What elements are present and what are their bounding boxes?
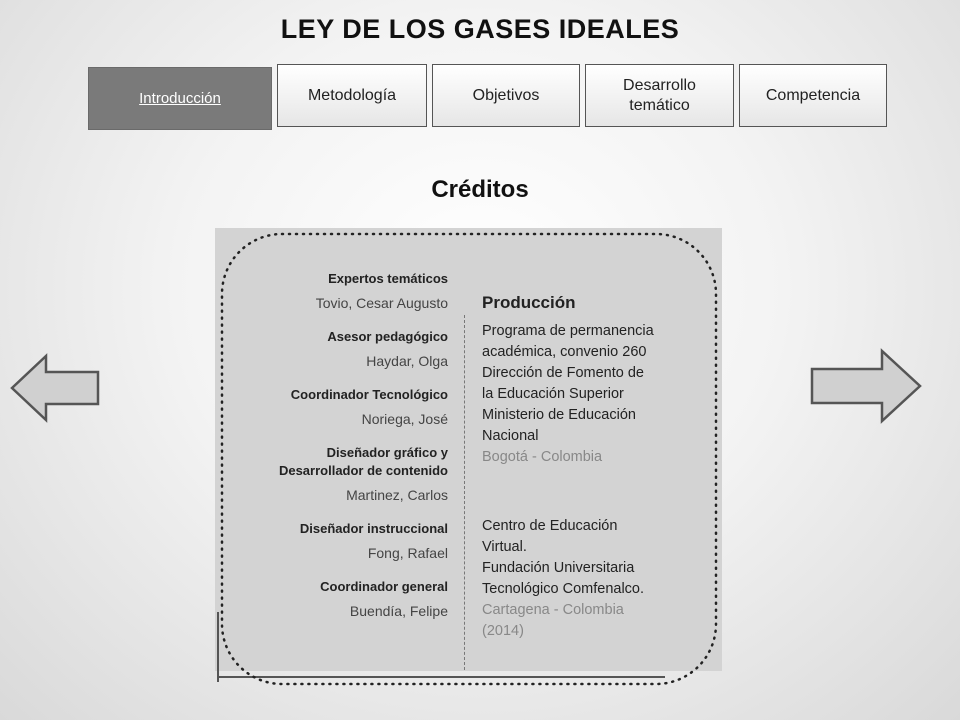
left-arrow-icon[interactable] — [8, 352, 104, 424]
member-name: Noriega, José — [361, 411, 448, 427]
credits-heading: Créditos — [431, 176, 529, 203]
right-arrow-icon[interactable] — [808, 347, 924, 425]
production-line: académica, convenio 260 — [482, 344, 647, 360]
production-line: Dirección de Fomento de — [482, 365, 644, 381]
production-line: Ministerio de Educación — [482, 407, 636, 423]
member-role: Coordinador general — [320, 579, 448, 594]
tab-desarrollo-tematico[interactable]: Desarrollo temático — [585, 64, 734, 127]
production-line: Programa de permanencia — [482, 323, 654, 339]
team-member — [240, 270, 448, 312]
member-name: Fong, Rafael — [367, 545, 448, 561]
team-list — [240, 270, 448, 636]
team-member — [240, 386, 448, 428]
production-title: Producción — [482, 293, 576, 312]
member-role: Asesor pedagógico — [327, 329, 448, 344]
production-location: Cartagena - Colombia — [482, 602, 624, 618]
spacer — [482, 468, 687, 516]
member-role: Diseñador gráfico y Desarrollador de contenido — [278, 445, 448, 478]
column-divider — [464, 315, 465, 670]
member-name: Tovio, Cesar Augusto — [315, 295, 448, 311]
production-info — [482, 292, 687, 642]
production-location: Bogotá - Colombia — [482, 449, 603, 465]
tab-metodologia[interactable]: Metodología — [277, 64, 427, 127]
member-role: Diseñador instruccional — [299, 521, 448, 536]
team-member — [240, 578, 448, 620]
production-line: Fundación Universitaria — [482, 560, 635, 576]
member-role: Coordinador Tecnológico — [290, 387, 448, 402]
member-name: Haydar, Olga — [366, 353, 448, 369]
team-member — [240, 328, 448, 370]
production-line: Tecnológico Comfenalco. — [482, 581, 645, 597]
team-member — [240, 520, 448, 562]
member-name: Buendía, Felipe — [349, 603, 448, 619]
member-role: Expertos temáticos — [328, 271, 448, 286]
production-year: (2014) — [482, 623, 524, 639]
member-name: Martinez, Carlos — [346, 487, 448, 503]
production-line: Centro de Educación — [482, 518, 618, 534]
tab-objetivos[interactable]: Objetivos — [432, 64, 580, 127]
production-line: la Educación Superior — [482, 386, 624, 402]
production-line: Nacional — [482, 428, 539, 444]
tab-competencia[interactable]: Competencia — [739, 64, 887, 127]
nav-bar — [0, 64, 960, 130]
tab-introduccion[interactable]: Introducción — [88, 67, 272, 130]
team-member — [240, 444, 448, 504]
production-line: Virtual. — [482, 539, 527, 555]
page-title: LEY DE LOS GASES IDEALES — [280, 14, 680, 44]
